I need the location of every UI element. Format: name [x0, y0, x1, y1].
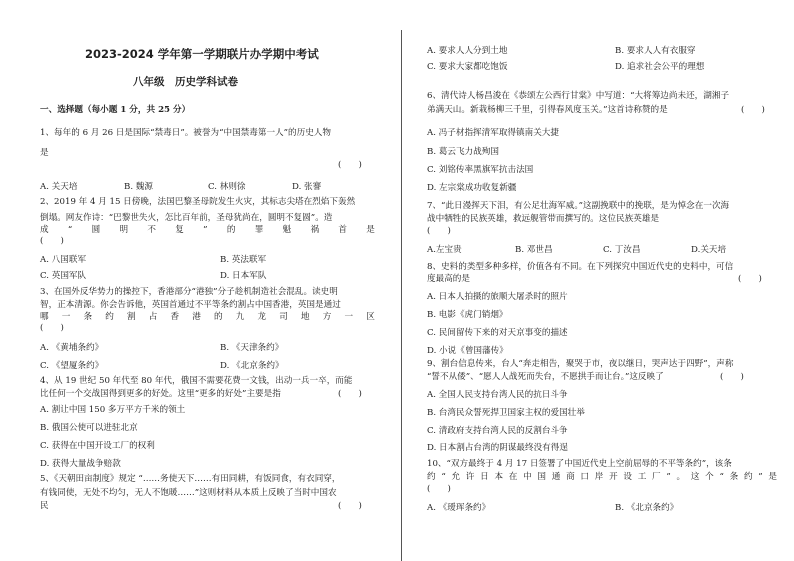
q2-option-b[interactable]: B. 英法联军	[220, 255, 267, 265]
q2-line1: 2、2019 年 4 月 15 日傍晚，法国巴黎圣母院发生火灾，其标志尖塔在烈焰下轰然	[40, 197, 356, 207]
q6-option-d[interactable]: D. 左宗棠成功收复新疆	[427, 183, 517, 193]
q7-line1: 7、“此日漫挥天下泪，有公足壮海军威。”这副挽联中的挽联，是为悼念在一次海	[427, 201, 730, 211]
q7-option-d[interactable]: D.关天培	[691, 245, 727, 255]
q7-option-c[interactable]: C. 丁汝昌	[603, 245, 641, 255]
q8-line2: 度最高的是	[427, 274, 470, 284]
q2-answer-paren: ( )	[40, 236, 64, 246]
q7-option-a[interactable]: A.左宝贵	[427, 245, 462, 255]
q10-answer-paren: ( )	[427, 484, 451, 494]
q3-options-row2	[40, 359, 400, 371]
q2-option-a[interactable]: A. 八国联军	[40, 255, 87, 265]
q3-answer-paren: ( )	[40, 323, 64, 333]
q8-option-a[interactable]: A. 日本人拍摄的旅顺大屠杀时的照片	[427, 292, 568, 302]
q3-line1: 3、在国外反华势力的操控下，香港部分“港独”分子趁机制造社会混乱。读史明	[40, 287, 338, 297]
q4-option-a[interactable]: A. 割让中国 150 多万平方千米的领土	[40, 405, 186, 415]
column-divider	[401, 30, 402, 561]
q3-options-row1	[40, 341, 400, 353]
q6-option-c[interactable]: C. 刘铭传率黑旗军抗击法国	[427, 165, 534, 175]
q9-option-d[interactable]: D. 日本割占台湾的阴谋最终没有得逞	[427, 443, 568, 453]
q9-line2: “誓不从倭”、“愿人人战死而失台，不愿拱手而让台。”这反映了	[427, 372, 664, 382]
q3-option-b[interactable]: B. 《天津条约》	[220, 343, 284, 353]
q4-answer-paren: ( )	[338, 389, 362, 399]
q2-option-c[interactable]: C. 英国军队	[40, 271, 87, 281]
q6-option-a[interactable]: A. 冯子材指挥清军取得镇南关大捷	[427, 128, 559, 138]
q2-line2: 倒塌。网友作诗：“巴黎世失火，怎比百年前，圣母犹尚在，圆明不复圆”。造	[40, 213, 333, 223]
q9-option-a[interactable]: A. 全国人民支持台湾人民的抗日斗争	[427, 390, 568, 400]
q8-option-d[interactable]: D. 小说《曾国藩传》	[427, 346, 508, 356]
q1-option-b[interactable]: B. 魏源	[124, 182, 153, 192]
q5-option-b[interactable]: B. 要求人人有衣服穿	[615, 46, 696, 56]
q6-answer-paren: ( )	[741, 105, 765, 115]
q10-option-a[interactable]: A. 《瑷珲条约》	[427, 503, 491, 513]
q4-line2: 比任何一个交战国得到更多的好处。这里“更多的好处”主要是指	[40, 389, 281, 399]
q5-options-row1	[427, 44, 794, 56]
q5-option-c[interactable]: C. 要求大家都吃饱饭	[427, 62, 508, 72]
q6-line1: 6、清代诗人杨昌浚在《恭颂左公西行甘棠》中写道：“大将筹边尚未还，湖湘子	[427, 91, 730, 101]
q7-line2: 战中牺牲的民族英雄，救远舰管带而撰写的。这位民族英雄是	[427, 214, 660, 224]
q1-option-a[interactable]: A. 关天培	[40, 182, 78, 192]
q8-option-b[interactable]: B. 电影《虎门销烟》	[427, 310, 508, 320]
q8-answer-paren: ( )	[738, 274, 762, 284]
q5-line3: 民	[40, 501, 49, 511]
q8-line1: 8、史料的类型多种多样，价值各有不同。在下列探究中国近代史的史料中，可信	[427, 262, 734, 272]
q1-line1: 1、每年的 6 月 26 日是国际“禁毒日”。被誉为“中国禁毒第一人”的历史人物	[40, 128, 331, 138]
section-heading: 一、选择题（每小题 1 分，共 25 分）	[40, 105, 191, 115]
q10-line2: 约 “ 允 许 日 本 在 中 国 通 商 口 岸 开 设 工 厂 ” 。 这 个 “ 条 约 ” 是	[427, 472, 777, 482]
q3-option-c[interactable]: C. 《望厦条约》	[40, 361, 104, 371]
q2-line3: 成 “ 圆 明 不 复 ” 的 罪 魁 祸 首 是	[40, 225, 375, 235]
q4-option-c[interactable]: C. 获得在中国开设工厂的权利	[40, 441, 155, 451]
q10-options	[427, 501, 794, 513]
q5-answer-paren: ( )	[338, 501, 362, 511]
q4-option-d[interactable]: D. 获得大量战争赔款	[40, 459, 121, 469]
q9-line1: 9、割台信息传来，台人“奔走相告，聚哭于市，夜以继日，哭声达于四野”，声称	[427, 359, 734, 369]
q1-line2: 是	[40, 148, 49, 158]
right-column	[406, 0, 794, 561]
q4-option-b[interactable]: B. 俄国公使可以进驻北京	[40, 423, 138, 433]
q5-option-d[interactable]: D. 追求社会公平的理想	[615, 62, 705, 72]
q3-option-a[interactable]: A. 《黄埔条约》	[40, 343, 104, 353]
q7-option-b[interactable]: B. 邓世昌	[515, 245, 553, 255]
q10-line1: 10、“双方最终于 4 月 17 日签署了中国近代史上空前屈辱的不平等条约”，该条	[427, 459, 732, 469]
q1-options	[40, 180, 376, 192]
q9-option-c[interactable]: C. 清政府支持台湾人民的反割台斗争	[427, 426, 568, 436]
q5-option-a[interactable]: A. 要求人人分到土地	[427, 46, 508, 56]
q3-option-d[interactable]: D. 《北京条约》	[220, 361, 284, 371]
q8-option-c[interactable]: C. 民间留传下来的对天京事变的描述	[427, 328, 568, 338]
q6-line2: 弟满天山。新栽杨柳三千里，引得春风度玉关。”这首诗称赞的是	[427, 105, 668, 115]
q7-options	[427, 243, 779, 255]
q5-line2: 有钱同使，无处不均匀，无人不饱暖……”这则材料从本质上反映了当时中国农	[40, 488, 337, 498]
q2-options-row1	[40, 253, 400, 265]
q1-option-c[interactable]: C. 林则徐	[208, 182, 246, 192]
q5-line1: 5、《天朝田亩制度》规定 “……务使天下……有田同耕，有饭同食，有衣同穿，	[40, 474, 341, 484]
q1-answer-paren: ( )	[338, 160, 362, 170]
exam-subtitle: 八年级 历史学科试卷	[133, 76, 238, 88]
q1-option-d[interactable]: D. 张謇	[292, 182, 322, 192]
q3-line2: 智，正本清源。你会告诉他，英国首通过不平等条约割占中国香港，英国是通过	[40, 300, 341, 310]
q4-line1: 4、从 19 世纪 50 年代至 80 年代，俄国不需要花费一文钱，出动一兵一卒，而能	[40, 376, 353, 386]
q9-option-b[interactable]: B. 台湾民众誓死捍卫国家主权的爱国壮举	[427, 408, 585, 418]
q2-option-d[interactable]: D. 日本军队	[220, 271, 267, 281]
q5-options-row2	[427, 60, 794, 72]
q7-answer-paren: ( )	[427, 226, 451, 236]
exam-title: 2023-2024 学年第一学期联片办学期中考试	[85, 47, 319, 61]
q6-option-b[interactable]: B. 葛云飞力战殉国	[427, 147, 499, 157]
q10-option-b[interactable]: B. 《北京条约》	[615, 503, 679, 513]
q2-options-row2	[40, 269, 400, 281]
q3-line3: 哪 一 条 约 割 占 香 港 的 九 龙 司 地 方 一 区	[40, 312, 375, 322]
q9-answer-paren: ( )	[720, 372, 744, 382]
